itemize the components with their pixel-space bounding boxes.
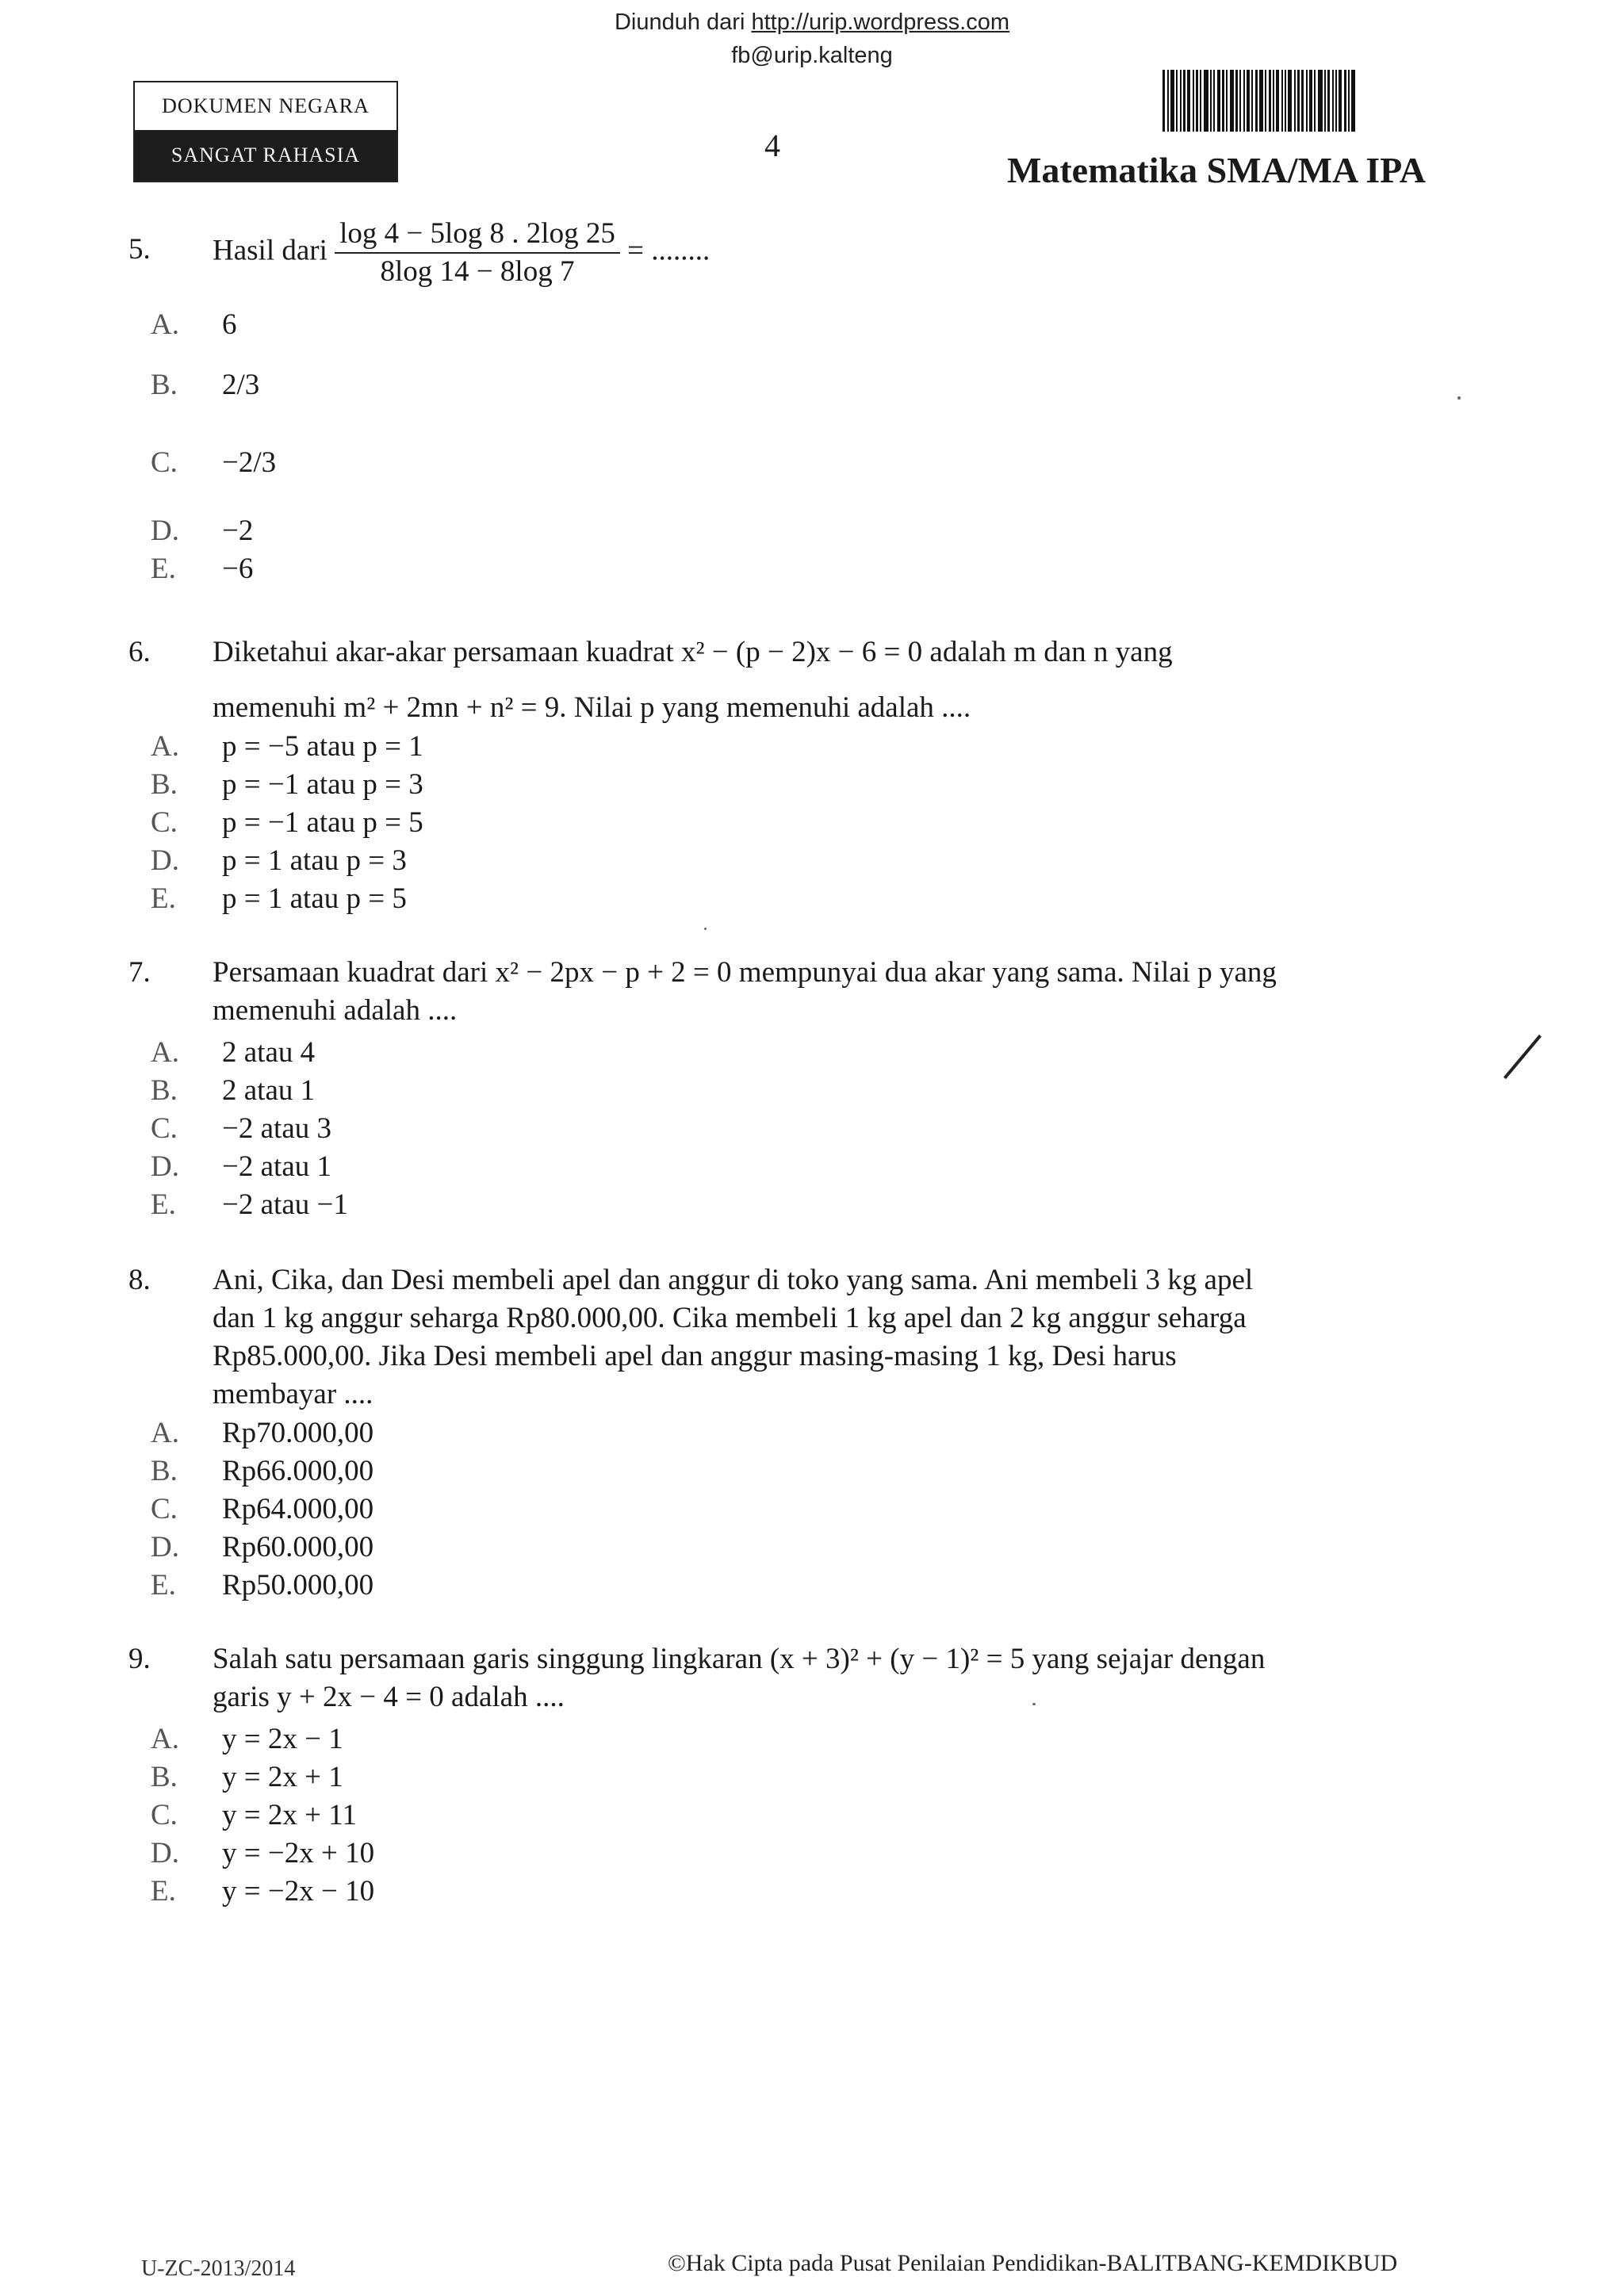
option-letter: A. [151, 308, 179, 341]
option-text: Rp50.000,00 [222, 1569, 374, 1601]
option-text: p = −1 atau p = 3 [222, 768, 423, 801]
option-letter: E. [151, 882, 176, 915]
option-6a[interactable] [151, 728, 423, 766]
option-letter: C. [151, 806, 178, 839]
option-text: −2 atau 3 [222, 1112, 331, 1145]
barcode-bar [1281, 70, 1283, 132]
stem-line-1: Ani, Cika, dan Desi membeli apel dan anggur di toko yang sama. Ani membeli 3 kg apel [213, 1264, 1254, 1296]
stem-line-1: Salah satu persamaan garis singgung lingkaran (x + 3)² + (y − 1)² = 5 yang sejajar dengan [213, 1643, 1266, 1675]
barcode-bar [1222, 70, 1224, 132]
option-text: 2 atau 4 [222, 1036, 316, 1069]
barcode-bar [1273, 70, 1274, 132]
stem-line-2: memenuhi m² + 2mn + n² = 9. Nilai p yang memenuhi adalah .... [213, 691, 971, 724]
option-6b[interactable] [151, 766, 423, 804]
option-text: p = 1 atau p = 3 [222, 844, 407, 877]
barcode-bar [1332, 70, 1334, 132]
barcode-bar [1318, 70, 1323, 132]
barcode-bar [1187, 70, 1190, 132]
barcode-bar [1239, 70, 1241, 132]
option-letter: E. [151, 553, 176, 585]
fraction-numerator: log 4 − 5log 8 . 2log 25 [335, 216, 620, 254]
barcode-bar [1200, 70, 1201, 132]
barcode-bar [1167, 70, 1169, 132]
stem-line-2: garis y + 2x − 4 = 0 adalah .... [213, 1681, 565, 1713]
option-letter: C. [151, 1799, 178, 1831]
option-text: y = −2x − 10 [222, 1875, 375, 1908]
barcode-bar [1230, 70, 1234, 132]
stem-line-1: Diketahui akar-akar persamaan kuadrat x² − (p − 2)x − 6 = 0 adalah m dan n yang [213, 636, 1173, 668]
option-text: y = 2x + 1 [222, 1761, 343, 1793]
barcode-bar [1259, 70, 1263, 132]
option-text: −6 [222, 553, 254, 585]
barcode-bar [1344, 70, 1346, 132]
option-text: 6 [222, 308, 237, 341]
option-7c[interactable] [151, 1110, 331, 1148]
option-text: y = 2x − 1 [222, 1723, 343, 1755]
option-text: −2 [222, 515, 254, 547]
barcode-bar [1285, 70, 1286, 132]
document-classification-box [133, 81, 398, 182]
page-number: 4 [764, 128, 780, 163]
option-letter: D. [151, 1531, 179, 1563]
barcode-bar [1324, 70, 1326, 132]
option-letter: A. [151, 1036, 179, 1069]
option-8e[interactable] [151, 1567, 373, 1605]
subject-title: Matematika SMA/MA IPA [1006, 150, 1426, 190]
option-8d[interactable] [151, 1529, 373, 1567]
fb-line: fb@urip.kalteng [731, 43, 893, 68]
option-5a[interactable] [151, 306, 237, 344]
barcode-bar [1306, 70, 1308, 132]
barcode-bar [1301, 70, 1304, 132]
barcode-bar [1339, 70, 1342, 132]
option-letter: B. [151, 369, 178, 401]
option-letter: E. [151, 1875, 176, 1908]
option-6e[interactable] [151, 880, 407, 918]
option-9a[interactable] [151, 1720, 343, 1758]
option-text: Rp70.000,00 [222, 1417, 374, 1449]
question-number: 5. [128, 233, 151, 266]
option-7e[interactable] [151, 1186, 348, 1224]
barcode-bar [1226, 70, 1228, 132]
option-text: p = 1 atau p = 5 [222, 882, 407, 915]
option-9d[interactable] [151, 1835, 374, 1873]
barcode-bar [1314, 70, 1316, 132]
option-text: p = −1 atau p = 5 [222, 806, 423, 839]
option-text: −2 atau −1 [222, 1188, 348, 1221]
option-8b[interactable] [151, 1452, 373, 1490]
option-letter: E. [151, 1188, 176, 1221]
exam-code: U-ZC-2013/2014 [141, 2256, 296, 2281]
barcode-bar [1217, 70, 1220, 132]
stem-line-2: dan 1 kg anggur seharga Rp80.000,00. Cika membeli 1 kg apel dan 2 kg anggur seharga [213, 1302, 1247, 1334]
option-letter: A. [151, 1723, 179, 1755]
option-5b[interactable] [151, 366, 259, 404]
barcode-bar [1196, 70, 1198, 132]
option-9b[interactable] [151, 1758, 343, 1797]
question-number: 7. [128, 956, 151, 989]
option-letter: C. [151, 1493, 178, 1525]
barcode-bar [1193, 70, 1194, 132]
option-text: p = −5 atau p = 1 [222, 730, 423, 763]
barcode-bar [1243, 70, 1245, 132]
option-letter: C. [151, 1112, 178, 1145]
barcode [1162, 70, 1424, 132]
option-letter: A. [151, 730, 179, 763]
option-text: Rp64.000,00 [222, 1493, 374, 1525]
barcode-bar [1276, 70, 1279, 132]
option-6d[interactable] [151, 842, 407, 880]
barcode-bar [1180, 70, 1182, 132]
barcode-bar [1255, 70, 1258, 132]
barcode-bar [1294, 70, 1296, 132]
option-text: 2 atau 1 [222, 1074, 316, 1107]
question-number: 8. [128, 1264, 151, 1296]
option-5d[interactable] [151, 512, 253, 550]
option-7d[interactable] [151, 1148, 331, 1186]
doc-label-bottom: SANGAT RAHASIA [135, 130, 396, 181]
copyright: ©Hak Cipta pada Pusat Penilaian Pendidikan-BALITBANG-KEMDIKBUD [668, 2250, 1398, 2276]
option-letter: A. [151, 1417, 179, 1449]
option-5c[interactable] [151, 444, 276, 482]
option-7a[interactable] [151, 1034, 315, 1072]
barcode-bar [1162, 70, 1165, 132]
scan-speck [1032, 1703, 1036, 1705]
barcode-bar [1251, 70, 1253, 132]
download-source-line [0, 6, 1624, 38]
option-text: Rp60.000,00 [222, 1531, 374, 1563]
option-6c[interactable] [151, 804, 423, 842]
option-letter: D. [151, 515, 179, 547]
option-letter: B. [151, 1455, 178, 1487]
download-prefix: Diunduh dari [614, 10, 752, 35]
stem-prefix: Hasil dari [213, 234, 327, 267]
barcode-bar [1213, 70, 1215, 132]
option-text: y = −2x + 10 [222, 1837, 375, 1869]
question-stem [213, 216, 1545, 290]
barcode-bar [1335, 70, 1337, 132]
log-fraction [335, 216, 620, 290]
option-letter: D. [151, 844, 179, 877]
barcode-bar [1351, 70, 1355, 132]
option-letter: D. [151, 1837, 179, 1869]
question-number: 9. [128, 1643, 151, 1675]
barcode-bar [1348, 70, 1350, 132]
barcode-bar [1297, 70, 1300, 132]
barcode-bar [1176, 70, 1178, 132]
barcode-bar [1210, 70, 1212, 132]
option-letter: E. [151, 1569, 176, 1601]
option-8a[interactable] [151, 1414, 373, 1452]
option-letter: D. [151, 1150, 179, 1183]
barcode-bar [1183, 70, 1185, 132]
option-text: −2 atau 1 [222, 1150, 331, 1183]
question-number: 6. [128, 636, 151, 668]
pen-mark [1503, 1035, 1542, 1079]
barcode-bar [1327, 70, 1330, 132]
option-5e[interactable] [151, 550, 253, 588]
barcode-bar [1204, 70, 1208, 132]
option-letter: B. [151, 1761, 178, 1793]
barcode-bar [1269, 70, 1271, 132]
download-link[interactable]: http://urip.wordpress.com [751, 10, 1010, 35]
option-7b[interactable] [151, 1072, 315, 1110]
stem-line-4: membayar .... [213, 1378, 373, 1410]
stem-line-3: Rp85.000,00. Jika Desi membeli apel dan anggur masing-masing 1 kg, Desi harus [213, 1340, 1177, 1372]
option-text: y = 2x + 11 [222, 1799, 357, 1831]
option-9e[interactable] [151, 1873, 374, 1911]
stem-line-2: memenuhi adalah .... [213, 994, 458, 1027]
barcode-bar [1265, 70, 1266, 132]
option-letter: C. [151, 446, 178, 479]
option-9c[interactable] [151, 1797, 357, 1835]
option-text: Rp66.000,00 [222, 1455, 374, 1487]
option-letter: B. [151, 768, 178, 801]
barcode-bar [1288, 70, 1292, 132]
option-8c[interactable] [151, 1490, 373, 1529]
option-text: −2/3 [222, 446, 277, 479]
doc-label-top: DOKUMEN NEGARA [162, 94, 370, 117]
scan-speck [704, 928, 707, 930]
fraction-denominator: 8log 14 − 8log 7 [380, 255, 575, 288]
stem-line-1: Persamaan kuadrat dari x² − 2px − p + 2 = 0 mempunyai dua akar yang sama. Nilai p yang [213, 956, 1277, 989]
barcode-bar [1309, 70, 1312, 132]
scan-speck [1457, 396, 1461, 400]
barcode-bar [1247, 70, 1250, 132]
stem-suffix: = ........ [627, 234, 710, 267]
option-letter: B. [151, 1074, 178, 1107]
barcode-bar [1170, 70, 1174, 132]
option-text: 2/3 [222, 369, 260, 401]
barcode-bar [1235, 70, 1238, 132]
